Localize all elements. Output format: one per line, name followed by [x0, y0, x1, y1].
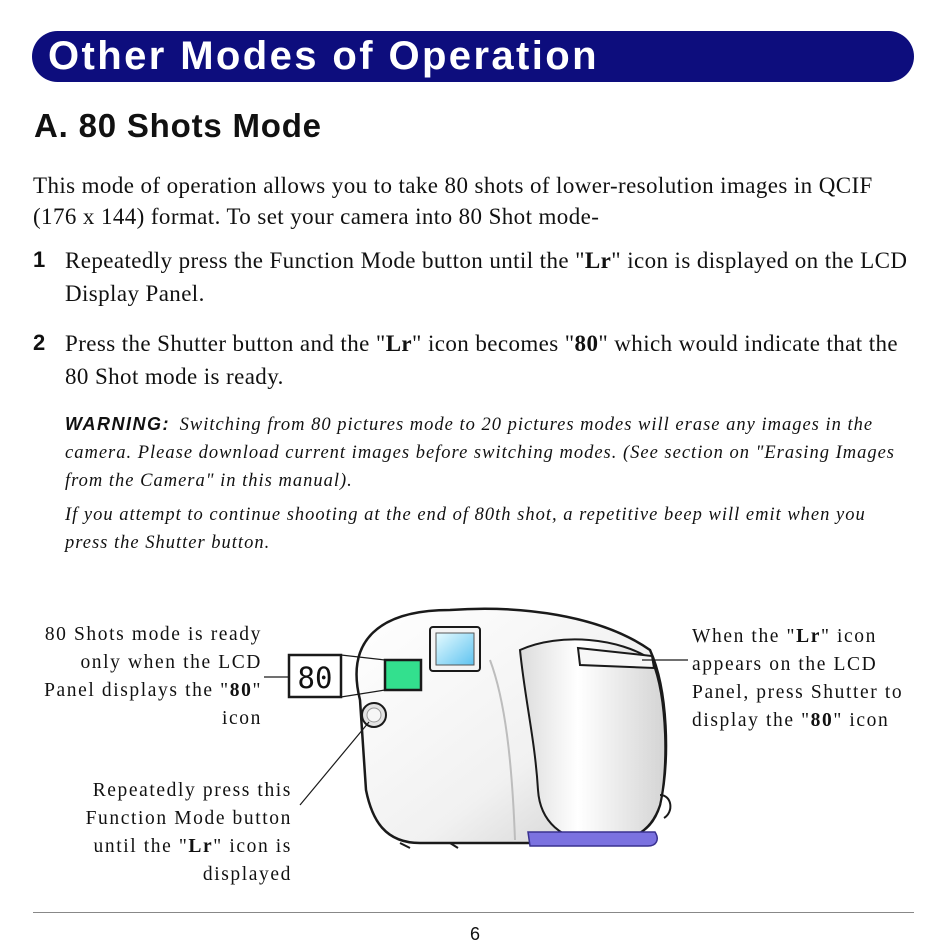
lcd-panel: [385, 660, 421, 690]
lcd-readout: 80: [297, 661, 333, 695]
leader-line-function: [300, 722, 369, 805]
80-icon-text: 80: [810, 710, 834, 731]
step-text: Repeatedly press the Function Mode button until the "Lr" icon is displayed on the LCD Display Panel.: [65, 248, 908, 306]
80-icon-text: 80: [574, 331, 599, 356]
lr-icon-text: Lr: [584, 248, 612, 273]
callout-lcd-panel: 80 Shots mode is ready only when the LCD Panel displays the "80" icon: [44, 624, 262, 729]
callout-shutter: When the "Lr" icon appears on the LCD Panel, press Shutter to display the "80" icon: [692, 626, 904, 731]
warning-label: WARNING:: [65, 414, 170, 434]
warning-text: Switching from 80 pictures mode to 20 pictures modes will erase any images in the camera. Please download current images before switching modes. (See section on "Erasing Images from the Camera" in this manual).: [65, 415, 895, 491]
callout-function-button: Repeatedly press this Function Mode button until the "Lr" icon is displayed: [85, 780, 292, 885]
page-number: 6: [469, 924, 480, 944]
step-text: Press the Shutter button and the "Lr" icon becomes "80" which would indicate that the 80 Shot mode is ready.: [65, 331, 898, 389]
80-icon-text: 80: [229, 680, 253, 701]
footer-divider: [33, 912, 914, 913]
base-strip: [528, 832, 657, 846]
lr-icon-text: Lr: [796, 626, 821, 647]
lr-icon-text: Lr: [188, 836, 214, 857]
lr-icon-text: Lr: [385, 331, 413, 356]
intro-paragraph: This mode of operation allows you to take 80 shots of lower-resolution images in QCIF (176 x 144) format. To set your camera into 80 Shot mode-: [33, 173, 873, 229]
warning-note: If you attempt to continue shooting at the end of 80th shot, a repetitive beep will emit when you press the Shutter button.: [65, 505, 866, 553]
section-heading: A. 80 Shots Mode: [34, 107, 322, 144]
step-number: 1: [33, 247, 46, 272]
step-number: 2: [33, 330, 46, 355]
page-title: Other Modes of Operation: [48, 34, 599, 78]
